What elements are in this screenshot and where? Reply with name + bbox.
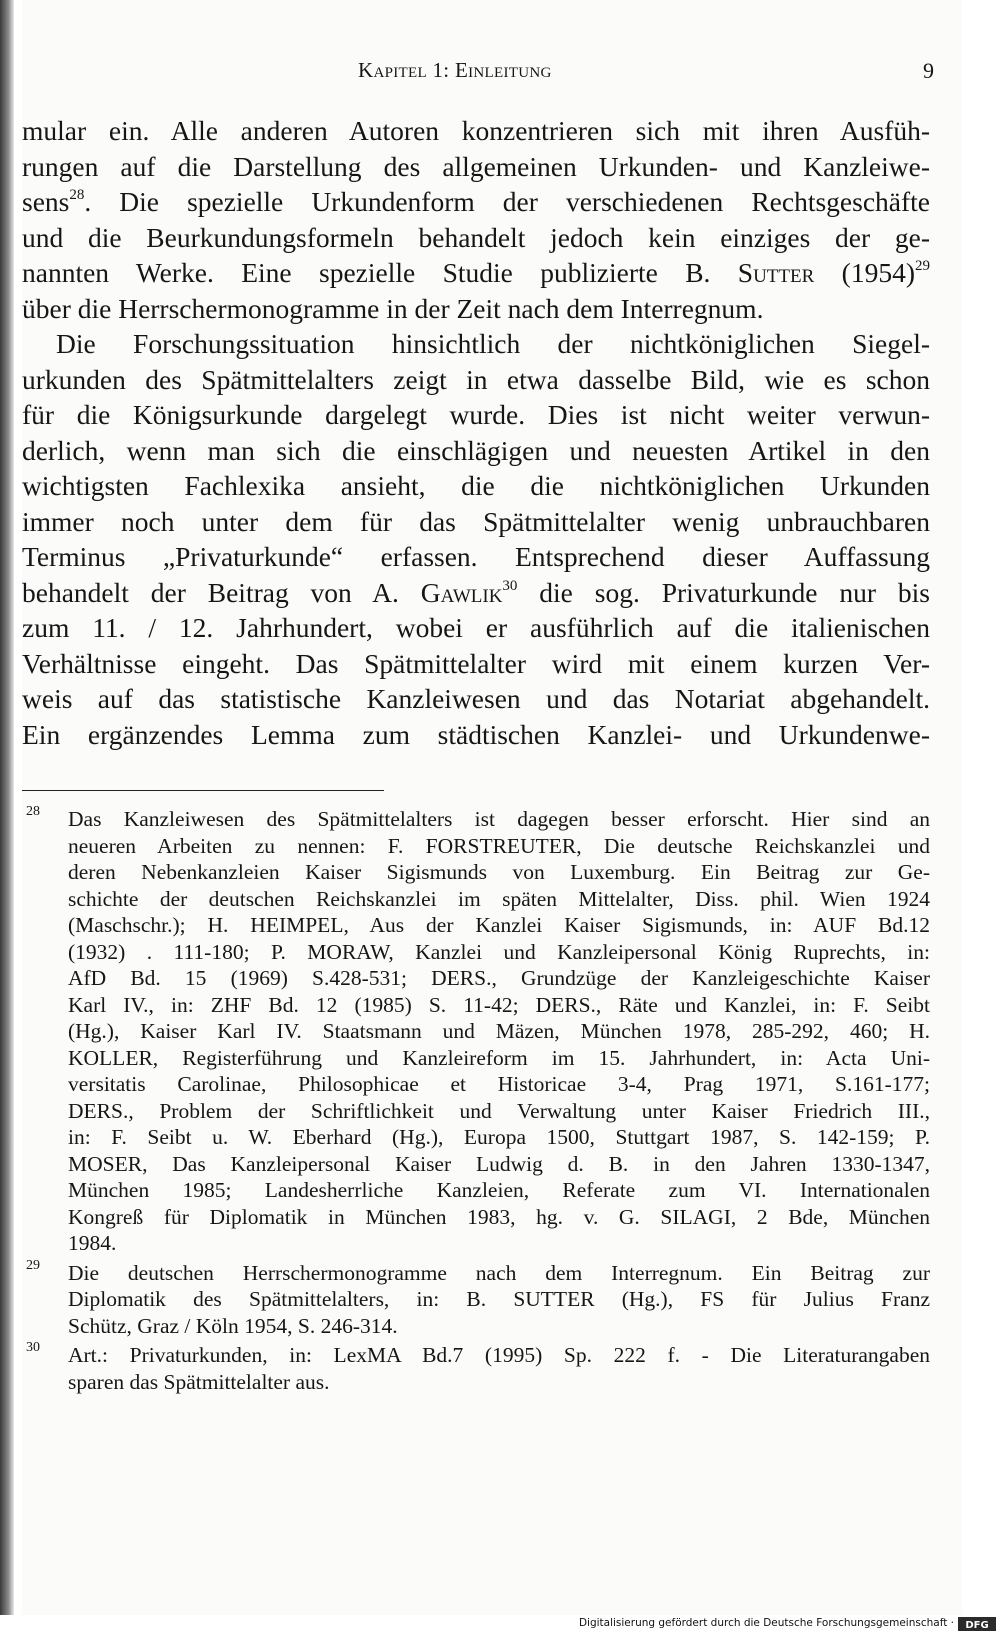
text-line: mular ein. Alle anderen Autoren konzentrieren sich mit ihren Ausfüh- <box>22 115 930 146</box>
footnote-line: Kongreß für Diplomatik in München 1983, hg. v. G. SILAGI, 2 Bde, München <box>68 1204 930 1229</box>
running-header <box>22 58 962 88</box>
footnote-number: 29 <box>26 1257 40 1273</box>
footnote-line: Die deutschen Herrschermonogramme nach dem Interregnum. Ein Beitrag zur <box>68 1260 930 1285</box>
text-line: weis auf das statistische Kanzleiwesen und das Notariat abgehandelt. <box>22 683 930 714</box>
footnote-line: KOLLER, Registerführung und Kanzleireform im 15. Jahrhundert, in: Acta Uni- <box>68 1045 930 1070</box>
credit-text: Digitalisierung gefördert durch die Deutsche Forschungsgemeinschaft · <box>578 1617 954 1629</box>
footnote-line: (1932) . 111-180; P. MORAW, Kanzlei und Kanzleipersonal König Ruprechts, in: <box>68 939 930 964</box>
author-name: Gawlik <box>420 576 503 608</box>
book-binding-edge <box>0 0 14 1634</box>
text-fragment: nannten Werke. Eine spezielle Studie publizierte B. <box>22 257 738 288</box>
footnote-30 <box>22 1342 930 1395</box>
footnotes <box>22 806 930 1398</box>
text-fragment: . Die spezielle Urkundenform der verschiedenen Rechtsgeschäfte <box>84 186 930 217</box>
footnote-line: sparen das Spätmittelalter aus. <box>68 1369 330 1394</box>
footnote-number: 30 <box>26 1340 40 1355</box>
footnote-line: Art.: Privaturkunden, in: LexMA Bd.7 (1995) Sp. 222 f. - Die Literaturangaben <box>68 1343 930 1367</box>
footnote-line: MOSER, Das Kanzleipersonal Kaiser Ludwig d. B. in den Jahren 1330-1347, <box>68 1151 930 1176</box>
book-page <box>22 0 962 1615</box>
footnote-line: versitatis Carolinae, Philosophicae et Historicae 3-4, Prag 1971, S.161-177; <box>68 1072 930 1096</box>
digitization-credit <box>0 1615 1000 1634</box>
dfg-logo-text: DFG <box>965 1620 989 1631</box>
footnote-line: DERS., Problem der Schriftlichkeit und Verwaltung unter Kaiser Friedrich III., <box>68 1098 930 1123</box>
footnote-line: Diplomatik des Spätmittelalters, in: B. SUTTER (Hg.), FS für Julius Franz <box>68 1287 930 1311</box>
text-line <box>22 575 930 611</box>
text-line: Verhältnisse eingeht. Das Spätmittelalter wird mit einem kurzen Ver- <box>22 647 930 679</box>
text-fragment: sens <box>22 186 70 217</box>
footnote-line: Karl IV., in: ZHF Bd. 12 (1985) S. 11-42; DERS., Räte und Kanzlei, in: F. Seibt <box>68 992 930 1017</box>
footnote-line: neueren Arbeiten zu nennen: F. FORSTREUTER, Die deutsche Reichskanzlei und <box>68 833 930 858</box>
footnote-number: 28 <box>26 804 40 819</box>
author-name: Sutter <box>737 257 815 288</box>
text-fragment: die sog. Privaturkunde nur bis <box>517 576 930 608</box>
text-fragment: behandelt der Beitrag von A. <box>22 576 421 608</box>
footnote-line: AfD Bd. 15 (1969) S.428-531; DERS., Grundzüge der Kanzleigeschichte Kaiser <box>68 966 930 990</box>
footnote-reference[interactable]: 29 <box>914 258 930 274</box>
main-text <box>22 113 930 752</box>
footnote-29 <box>22 1257 930 1340</box>
text-line: über die Herrschermonogramme in der Zeit nach dem Interregnum. <box>22 292 764 324</box>
footnote-line: Das Kanzleiwesen des Spätmittelalters ist dagegen besser erforscht. Hier sind an <box>68 807 930 831</box>
footnote-line: deren Nebenkanzleien Kaiser Sigismunds von Luxemburg. Ein Beitrag zur Ge- <box>68 860 930 884</box>
footnote-line: (Maschschr.); H. HEIMPEL, Aus der Kanzlei Kaiser Sigismunds, in: AUF Bd.12 <box>68 913 930 937</box>
footnote-28 <box>22 806 930 1257</box>
text-line <box>22 184 930 220</box>
text-line: Die Forschungssituation hinsichtlich der nichtköniglichen Siegel- <box>56 328 930 359</box>
footnote-line: München 1985; Landesherrliche Kanzleien, Referate zum VI. Internationalen <box>68 1178 930 1202</box>
page-number: 9 <box>923 58 934 83</box>
running-title: Kapitel 1: Einleitung <box>358 58 552 82</box>
footnote-line: (Hg.), Kaiser Karl IV. Staatsmann und Mäzen, München 1978, 285-292, 460; H. <box>68 1019 930 1043</box>
footnote-line: schichte der deutschen Reichskanzlei im späten Mittelalter, Diss. phil. Wien 1924 <box>68 886 930 911</box>
text-line: urkunden des Spätmittelalters zeigt in etwa dasselbe Bild, wie es schon <box>22 363 930 395</box>
text-line: Ein ergänzendes Lemma zum städtischen Kanzlei- und Urkundenwe- <box>22 718 930 750</box>
text-line: Terminus „Privaturkunde“ erfassen. Entsprechend dieser Auffassung <box>22 541 930 572</box>
footnote-reference[interactable]: 30 <box>502 577 518 594</box>
text-line: derlich, wenn man sich die einschlägigen und neuesten Artikel in den <box>22 434 930 466</box>
dfg-logo-icon <box>958 1617 996 1631</box>
text-line: wichtigsten Fachlexika ansieht, die die nichtköniglichen Urkunden <box>22 470 930 501</box>
text-line <box>22 255 930 291</box>
text-line: und die Beurkundungsformeln behandelt jedoch kein einziges der ge- <box>22 221 930 253</box>
footnote-reference[interactable]: 28 <box>69 187 85 203</box>
text-line: immer noch unter dem für das Spätmittelalter wenig unbrauchbaren <box>22 505 930 537</box>
text-line: rungen auf die Darstellung des allgemeinen Urkunden- und Kanzleiwe- <box>22 150 930 182</box>
footnote-line: Schütz, Graz / Köln 1954, S. 246-314. <box>68 1313 398 1338</box>
text-line: für die Königsurkunde dargelegt wurde. Dies ist nicht weiter verwun- <box>22 399 930 430</box>
text-fragment: (1954) <box>814 257 915 288</box>
footnote-line: in: F. Seibt u. W. Eberhard (Hg.), Europa 1500, Stuttgart 1987, S. 142-159; P. <box>68 1125 930 1149</box>
footnote-separator <box>22 790 384 791</box>
footnote-line: 1984. <box>68 1231 117 1255</box>
text-line: zum 11. / 12. Jahrhundert, wobei er ausführlich auf die italienischen <box>22 612 930 643</box>
